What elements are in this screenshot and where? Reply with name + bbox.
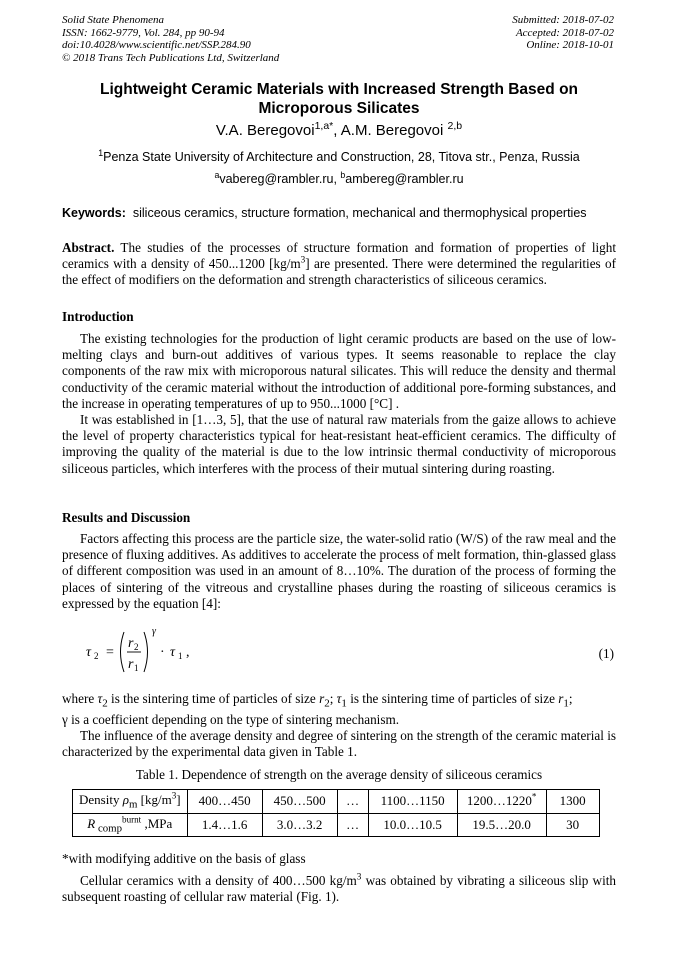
where-tau2: τ	[97, 691, 103, 706]
author-emails	[62, 169, 616, 186]
eq-dot: ·	[160, 645, 165, 660]
paper-title	[62, 80, 616, 118]
where-text-b: is the sintering time of particles of size	[107, 691, 320, 706]
abstract-text-1: The studies of the processes of structure formation and formation of properties of light ceramics with a density of 450...1200 [kg/m	[62, 240, 616, 272]
where-r2: r	[319, 691, 325, 706]
eq-rhs: τ	[170, 645, 176, 660]
strength-symbol-sup: burnt	[122, 814, 142, 825]
eq-right-paren	[144, 632, 148, 672]
where-text-c: ;	[329, 691, 337, 706]
author-2-affil: 2,b	[447, 120, 463, 132]
table-row-strength	[73, 813, 600, 837]
strength-cell: 1.4…1.6	[187, 813, 262, 837]
affiliation-marker: 1	[98, 147, 104, 158]
strength-cell: 10.0…10.5	[368, 813, 457, 837]
table-caption: Table 1. Dependence of strength on the average density of siliceous ceramics	[135, 767, 543, 782]
introduction-paragraph-2: It was established in [1…3, 5], that the use of natural raw materials from the gaize allows to achieve the level of property characteristics typical for heat-resistant heat-efficient ceramics. The difficulty of improving the quality of the material is due to the low intrinsic thermal conductivity of microporous siliceous particles, which interferes with the process of their mutual sintering during roasting.	[62, 412, 616, 476]
density-cell: 1300	[546, 790, 599, 814]
eq-denominator: r	[128, 657, 134, 672]
strength-cell: 19.5…20.0	[457, 813, 546, 837]
strength-cell: 3.0…3.2	[262, 813, 337, 837]
affiliation	[62, 147, 616, 164]
submitted-date: Submitted: 2018-07-02	[512, 14, 614, 26]
abstract	[62, 240, 616, 289]
eq-rhs-sub: 1	[178, 651, 183, 661]
where-text-d: is the sintering time of particles of size	[346, 691, 559, 706]
eq-numerator-sub: 2	[134, 642, 139, 652]
density-cell: …	[337, 790, 368, 814]
where-tau1: τ	[336, 691, 342, 706]
introduction-paragraph-1: The existing technologies for the production of light ceramic products are based on the use of low-melting clays and burn-out additives of various types. It seems reasonable to replace the clay components of the raw mix with microporous natural silicates. This will reduce the density and thermal conductivity of the ceramic material without the introduction of additional pore-forming substances, and the increase in operating temperatures of up to 950...1000 [°C] .	[62, 331, 616, 411]
density-cell-footnote-mark: *	[531, 791, 537, 802]
keywords	[62, 206, 616, 220]
abstract-text-2: ] are presented. There were determined the regularities of the effect of modifiers on the deformation and strength characteristics of siliceous ceramics.	[62, 256, 616, 288]
where-text-a: where	[62, 691, 98, 706]
journal-name: Solid State Phenomena	[62, 14, 165, 26]
running-header-left	[62, 14, 279, 64]
online-date: Online: 2018-10-01	[526, 39, 614, 51]
strength-symbol: R	[87, 815, 96, 831]
eq-equals: =	[106, 645, 114, 660]
title-line-2: Microporous Silicates	[258, 100, 420, 117]
where-r1: r	[558, 691, 564, 706]
email-a[interactable]: vabereg@rambler.ru,	[219, 172, 341, 186]
density-cell: 400…450	[187, 790, 262, 814]
abstract-label: Abstract.	[62, 240, 115, 255]
strength-density-table	[72, 789, 600, 837]
email-b-marker: b	[340, 169, 346, 180]
density-unit-close: ]	[176, 792, 181, 807]
density-rho-sub: m	[128, 798, 138, 811]
affiliation-text: Penza State University of Architecture and Construction, 28, Titova str., Penza, Russia	[103, 150, 580, 164]
density-cell: 450…500	[262, 790, 337, 814]
where-tau2-sub: 2	[102, 697, 108, 710]
strength-cell: …	[337, 813, 368, 837]
density-unit-sup: 3	[171, 790, 177, 801]
running-header-right	[512, 14, 614, 52]
eq-tail: ,	[186, 645, 190, 660]
table-footnote: *with modifying additive on the basis of glass	[62, 851, 306, 866]
eq-left-paren	[121, 632, 125, 672]
author-1: V.A. Beregovoi	[215, 122, 315, 139]
equation-number: (1)	[598, 646, 614, 661]
eq-exponent: γ	[152, 626, 156, 637]
where-tau1-sub: 1	[341, 697, 347, 710]
copyright-line: © 2018 Trans Tech Publications Ltd, Switzerland	[62, 51, 280, 64]
issn-line: ISSN: 1662-9779, Vol. 284, pp 90-94	[62, 26, 225, 39]
author-separator: ,	[333, 122, 341, 139]
closing-text-b: was obtained by vibrating a siliceous slip with subsequent roasting of cellular raw material (Fig. 1).	[62, 873, 616, 905]
density-cell: 1100…1150	[368, 790, 457, 814]
equation-1	[62, 624, 616, 680]
eq-lhs-sub: 2	[94, 651, 99, 661]
closing-paragraph	[62, 873, 616, 905]
closing-text-a: Cellular ceramics with a density of 400…500 kg/m	[80, 873, 357, 888]
results-heading: Results and Discussion	[62, 510, 191, 525]
introduction-body	[62, 331, 616, 477]
eq-numerator: r	[128, 636, 134, 651]
accepted-date: Accepted: 2018-07-02	[515, 26, 614, 39]
density-cell	[457, 790, 546, 814]
strength-symbol-sub: comp	[95, 822, 123, 835]
closing-paragraph-text	[62, 873, 616, 905]
email-a-marker: a	[214, 169, 220, 180]
author-list	[62, 122, 616, 139]
where-r2-sub: 2	[324, 697, 330, 710]
density-rho: ρ	[122, 792, 129, 807]
where-text-e: ;	[568, 691, 573, 706]
doi-line: doi:10.4028/www.scientific.net/SSP.284.90	[62, 39, 251, 51]
strength-row-label	[73, 813, 188, 837]
author-2: A.M. Beregovoi	[340, 122, 448, 139]
results-body	[62, 531, 616, 612]
where-r1-sub: 1	[563, 697, 569, 710]
density-label-text: Density	[79, 792, 123, 807]
where-line-1	[62, 691, 616, 712]
author-1-affil: 1,a*	[314, 120, 334, 132]
eq-lhs: τ	[86, 645, 92, 660]
table-row-density	[73, 790, 600, 814]
results-paragraph-1: Factors affecting this process are the particle size, the water-solid ratio (W/S) of the raw meal and the presence of fluxing additives. As additives to accelerate the process of melt formation, thin-glassed glass of different composition was used in an amount of 8…10%. The duration of the process of forming the places of sintering of the vitreous and crystalline phases during the roasting of siliceous ceramics is expressed by the equation [4]:	[62, 531, 616, 611]
strength-unit: ,MPa	[141, 815, 173, 831]
table-intro-paragraph: The influence of the average density and degree of sintering on the strength of the ceramic material is characterized by the experimental data given in Table 1.	[62, 728, 616, 760]
email-b[interactable]: ambereg@rambler.ru	[345, 172, 464, 186]
keywords-label: Keywords:	[62, 206, 126, 220]
where-line-2: γ is a coefficient depending on the type of sintering mechanism.	[62, 711, 400, 727]
eq-denominator-sub: 1	[134, 663, 139, 673]
strength-cell: 30	[546, 813, 599, 837]
introduction-heading: Introduction	[62, 309, 134, 324]
abstract-sup: 3	[300, 254, 306, 265]
keywords-text: siliceous ceramics, structure formation, mechanical and thermophysical properties	[132, 206, 587, 220]
density-row-label	[73, 790, 188, 814]
equation-graphic	[84, 624, 244, 680]
density-unit-text: [kg/m	[137, 792, 172, 807]
density-cell-value: 1200…1220	[466, 793, 532, 809]
equation-explanation	[62, 691, 616, 760]
title-line-1: Lightweight Ceramic Materials with Increased Strength Based on	[99, 81, 579, 98]
closing-sup: 3	[356, 871, 362, 882]
